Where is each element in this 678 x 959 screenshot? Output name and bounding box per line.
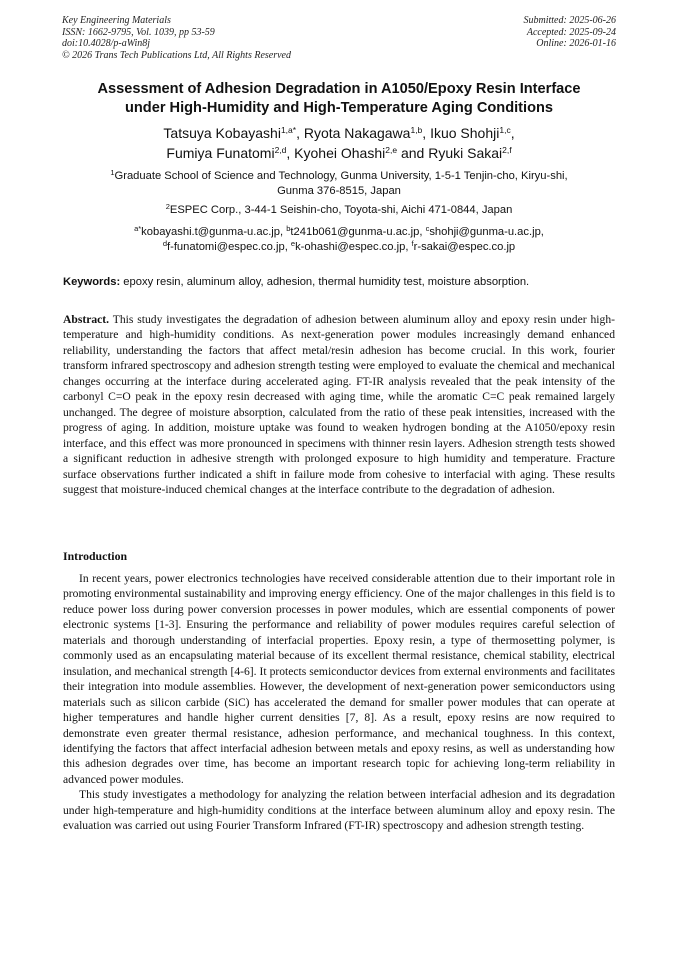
abstract-text: This study investigates the degradation of adhesion between aluminum alloy and epoxy resin under high-temperature and high-humidity conditions. As next-generation power modules increasingly demand enhanced reliability, understanding the factors that affect metal/resin adhesion has become crucial. In this work, fourier transform infrared spectroscopy and adhesion strength testing were employed to evaluate the chemical and mechanical changes occurring at the interface during accelerated aging. FT-IR analysis revealed that the peak intensity of the carbonyl C=O peak in the epoxy resin decreased with aging time, while the aromatic C=C peak remained largely unchanged. The degree of moisture absorption, calculated from the ratio of these peak intensities, increased with the progress of aging. In addition, moisture uptake was found to weaken hydrogen bonding at the A1050/epoxy resin interface, and this effect was more pronounced in specimens with thinner resin layers. Adhesion strength tests showed a significant reduction in adhesive strength with prolonged exposure to high humidity and temperature. Fracture surface observations further indicated a shift in failure mode from cohesive to interfacial with aging. These results suggest that moisture-induced chemical changes at the interface contribute to the degradation of adhesion.	[63, 313, 615, 496]
paragraph: This study investigates a methodology for analyzing the relation between interfacial adhesion and its degradation under high-temperature and high-humidity conditions at the interface between aluminum alloy and epoxy resin. The evaluation was carried out using Fourier Transform Infrared (FT-IR) spectroscopy and adhesion strength testing.	[63, 788, 615, 833]
paragraph: In recent years, power electronics technologies have received considerable attention due to their important role in promoting environmental sustainability and improving energy efficiency. One of the major challenges in this field is to reduce power loss during power conversion processes in power modules, which are essential components of power electronic systems [1-3]. Ensuring the performance and reliability of power modules requires careful selection of materials and thorough understanding of interfacial properties. Epoxy resin, a type of thermosetting polymer, is commonly used as an encapsulating material because of its excellent thermal resistance, chemical stability, electrical insulation, and mechanical strength [4-6]. It protects semiconductor devices from external environments and facilitates their integration into module assemblies. However, the development of next-generation power semiconductors using materials such as silicon carbide (SiC) has accelerated the demand for smaller power modules that can operate at higher temperatures and handle higher current densities [7, 8]. As a result, epoxy resins are now required to demonstrate even greater thermal resistance, adhesion performance, and mechanical toughness. In this context, identifying the factors that affect interfacial adhesion between metals and epoxy resins, as well as understanding how this adhesion degrades over time, has become an important research topic for achieving long-term reliability in advanced power modules.	[63, 572, 615, 786]
journal-issn: ISSN: 1662-9795, Vol. 1039, pp 53-59	[62, 26, 215, 38]
author-name: Kyohei Ohashi	[294, 145, 386, 161]
author-line-1	[40, 123, 638, 143]
introduction-body	[63, 571, 615, 834]
email-address[interactable]: kobayashi.t@gunma-u.ac.jp	[141, 226, 281, 238]
author-sup: 1,c	[499, 125, 511, 135]
keywords	[63, 275, 623, 289]
author-name: Tatsuya Kobayashi	[163, 125, 281, 141]
email-sup: f	[411, 239, 414, 248]
email-address[interactable]: shohji@gunma-u.ac.jp	[429, 226, 541, 238]
author-sep: ,	[296, 125, 304, 141]
author-sup: 2,e	[385, 145, 398, 155]
email-address[interactable]: f-funatomi@espec.co.jp	[166, 241, 285, 253]
email-address[interactable]: t241b061@gunma-u.ac.jp	[290, 226, 420, 238]
affiliation-2	[60, 203, 618, 218]
journal-doi: doi:10.4028/p-aWin8j	[62, 38, 151, 50]
author-sup: 2,d	[274, 145, 287, 155]
submitted-date: Submitted: 2025-06-26	[523, 15, 616, 26]
author-sep: and	[397, 145, 429, 161]
author-sup: 1,b	[410, 125, 423, 135]
email-sup: d	[162, 239, 167, 248]
email-sup: e	[290, 239, 296, 248]
author-name: Ryota Nakagawa	[303, 125, 411, 141]
author-sep: ,	[286, 145, 295, 161]
affiliation-text: Graduate School of Science and Technology, Gunma University, 1-5-1 Tenjin-cho, Kiryu-shi,	[114, 170, 568, 182]
affiliation-text: ESPEC Corp., 3-44-1 Seishin-cho, Toyota-shi, Aichi 471-0844, Japan	[169, 204, 513, 216]
accepted-date: Accepted: 2025-09-24	[526, 26, 616, 38]
author-list	[40, 123, 638, 163]
author-sep: ,	[422, 125, 431, 141]
affiliation-1	[60, 169, 618, 199]
journal-info	[62, 15, 291, 61]
title-line-1: Assessment of Adhesion Degradation in A1050/Epoxy Resin Interface	[97, 81, 581, 97]
author-sep: ,	[510, 125, 515, 141]
online-date: Online: 2026-01-16	[536, 38, 616, 50]
author-name: Fumiya Funatomi	[166, 145, 275, 161]
author-sup: 1,a*	[280, 125, 297, 135]
keywords-text: epoxy resin, aluminum alloy, adhesion, thermal humidity test, moisture absorption.	[120, 276, 530, 288]
journal-name: Key Engineering Materials	[62, 15, 171, 26]
keywords-label: Keywords:	[63, 276, 121, 288]
email-sup: a*	[134, 224, 142, 233]
affiliation-sup: 1	[110, 168, 115, 177]
paper-title	[40, 80, 638, 118]
abstract	[63, 312, 615, 497]
abstract-label: Abstract.	[63, 313, 110, 326]
title-line-2: under High-Humidity and High-Temperature Aging Conditions	[124, 100, 554, 116]
email-address[interactable]: k-ohashi@espec.co.jp	[295, 241, 406, 253]
email-sup: b	[286, 224, 291, 233]
affiliation-text: Gunma 376-8515, Japan	[277, 185, 401, 197]
email-address[interactable]: r-sakai@espec.co.jp	[413, 241, 516, 253]
author-line-2	[40, 143, 638, 163]
author-sup: 2,f	[502, 145, 512, 155]
author-name: Ikuo Shohji	[430, 125, 500, 141]
submission-dates	[524, 15, 617, 50]
author-emails: $^{a*}$kobayashi.t@gunma-u.ac.jp, $^b$t241b061@gunma-u.ac.jp, $^c$shohji@gunma-u.ac.jp, $^d$f-funatomi@espec.co.jp, $^e$k-ohashi@espec.co.jp, $^f$r-sakai@espec.co.jp	[134, 224, 544, 253]
section-heading-introduction: Introduction	[63, 549, 128, 563]
email-sup: c	[425, 224, 430, 233]
affiliation-sup: 2	[165, 202, 170, 211]
author-name: Ryuki Sakai	[428, 145, 503, 161]
journal-copyright: © 2026 Trans Tech Publications Ltd, All Rights Reserved	[62, 49, 291, 61]
